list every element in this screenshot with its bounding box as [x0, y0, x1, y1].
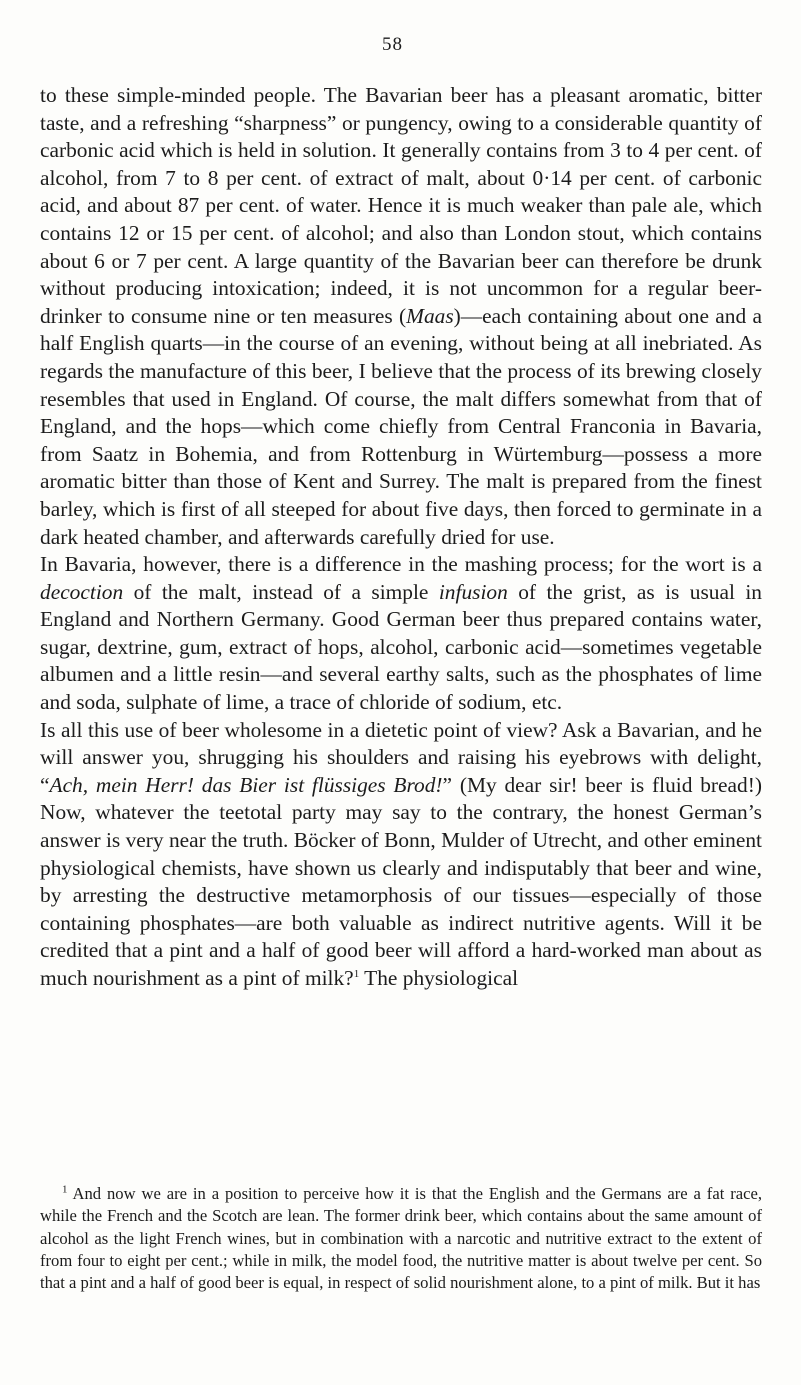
paragraph-3: [40, 717, 762, 993]
paragraph-2-italic-infusion: infusion: [438, 579, 508, 604]
paragraph-1: [40, 82, 762, 551]
footnote-marker: 1: [62, 1183, 68, 1196]
paragraph-1-text-cont: )—each containing about one and a half English quarts—in the course of an evening, without being at all inebriated. As regards the manufacture of this beer, I believe that the process of its brewing closely resembles that used in England. Of course, the malt differs somewhat from that of England, and the hops—which come chiefly from Central Franconia in Bavaria, from Saatz in Bohemia, and from Rottenburg in Würtemburg—possess a more aromatic bitter than those of Kent and Surrey. The malt is prepared from the finest barley, which is first of all steeped for about five days, then forced to germinate in a dark heated chamber, and afterwards carefully dried for use.: [40, 303, 763, 549]
footnote-reference: 1: [353, 967, 360, 980]
paragraph-3-text-cont: ” (My dear sir! beer is fluid bread!) Now, whatever the teetotal party may say to the contrary, the honest German’s answer is very near the truth. Böcker of Bonn, Mulder of Utrecht, and other eminent physiological chemists, have shown us clearly and indisputably that beer and wine, by arresting the destructive metamorphosis of our tissues—especially of those containing phosphates—are both valuable as indirect nutritive agents. Will it be credited that a pint and a half of good beer will afford a hard-worked man about as much nourishment as a pint of milk?: [40, 772, 762, 990]
paragraph-3-text: Is all this use of beer wholesome in a dietetic point of view? Ask a Bavarian, and he will answer you, shrugging his shoulders and raising his eyebrows with delight, “: [40, 717, 762, 797]
paragraph-1-text: to these simple-minded people. The Bavarian beer has a pleasant aromatic, bitter taste, and a refreshing “sharpness” or pungency, owing to a considerable quantity of carbonic acid which is held in solution. It generally contains from 3 to 4 per cent. of alcohol, from 7 to 8 per cent. of extract of malt, about 0·14 per cent. of carbonic acid, and about 87 per cent. of water. Hence it is much weaker than pale ale, which contains 12 or 15 per cent. of alcohol; and also than London stout, which contains about 6 or 7 per cent. A large quantity of the Bavarian beer can therefore be drunk without producing intoxication; indeed, it is not uncommon for a regular beer-drinker to consume nine or ten measures (: [40, 83, 762, 328]
paragraph-3-text-end: The physiological: [359, 966, 519, 990]
paragraph-2-text-end: of the grist, as is usual in England and Northern Germany. Good German beer thus prepared contains water, sugar, dextrine, gum, extract of hops, alcohol, carbonic acid—sometimes vegetable albumen and a little resin—and several earthy salts, such as the phosphates of lime and soda, sulphate of lime, a trace of chloride of sodium, etc.: [40, 579, 763, 715]
footnote-paragraph: [40, 1183, 762, 1294]
body-text: [40, 82, 762, 993]
paragraph-2: [40, 551, 762, 717]
page-number: 58: [382, 34, 403, 55]
paragraph-2-text-cont: of the malt, instead of a simple: [123, 579, 439, 604]
paragraph-1-italic-maas: Maas: [406, 303, 454, 328]
paragraph-2-italic-decoction: decoction: [40, 579, 124, 604]
paragraph-3-italic-german-quote: Ach, mein Herr! das Bier ist flüssiges Brod!: [49, 772, 443, 797]
footnote-text: And now we are in a position to perceive how it is that the English and the Germans are a fat race, while the French and the Scotch are lean. The former drink beer, which contains about the same amount of alcohol as the light French wines, but in combination with a narcotic and nutritive extract to the extent of from four to eight per cent.; while in milk, the model food, the nutritive matter is about twelve per cent. So that a pint and a half of good beer is equal, in respect of solid nourishment alone, to a pint of milk. But it has: [40, 1184, 762, 1293]
paragraph-2-text: In Bavaria, however, there is a difference in the mashing process; for the wort is a: [40, 552, 762, 577]
footnote: [40, 1183, 762, 1294]
